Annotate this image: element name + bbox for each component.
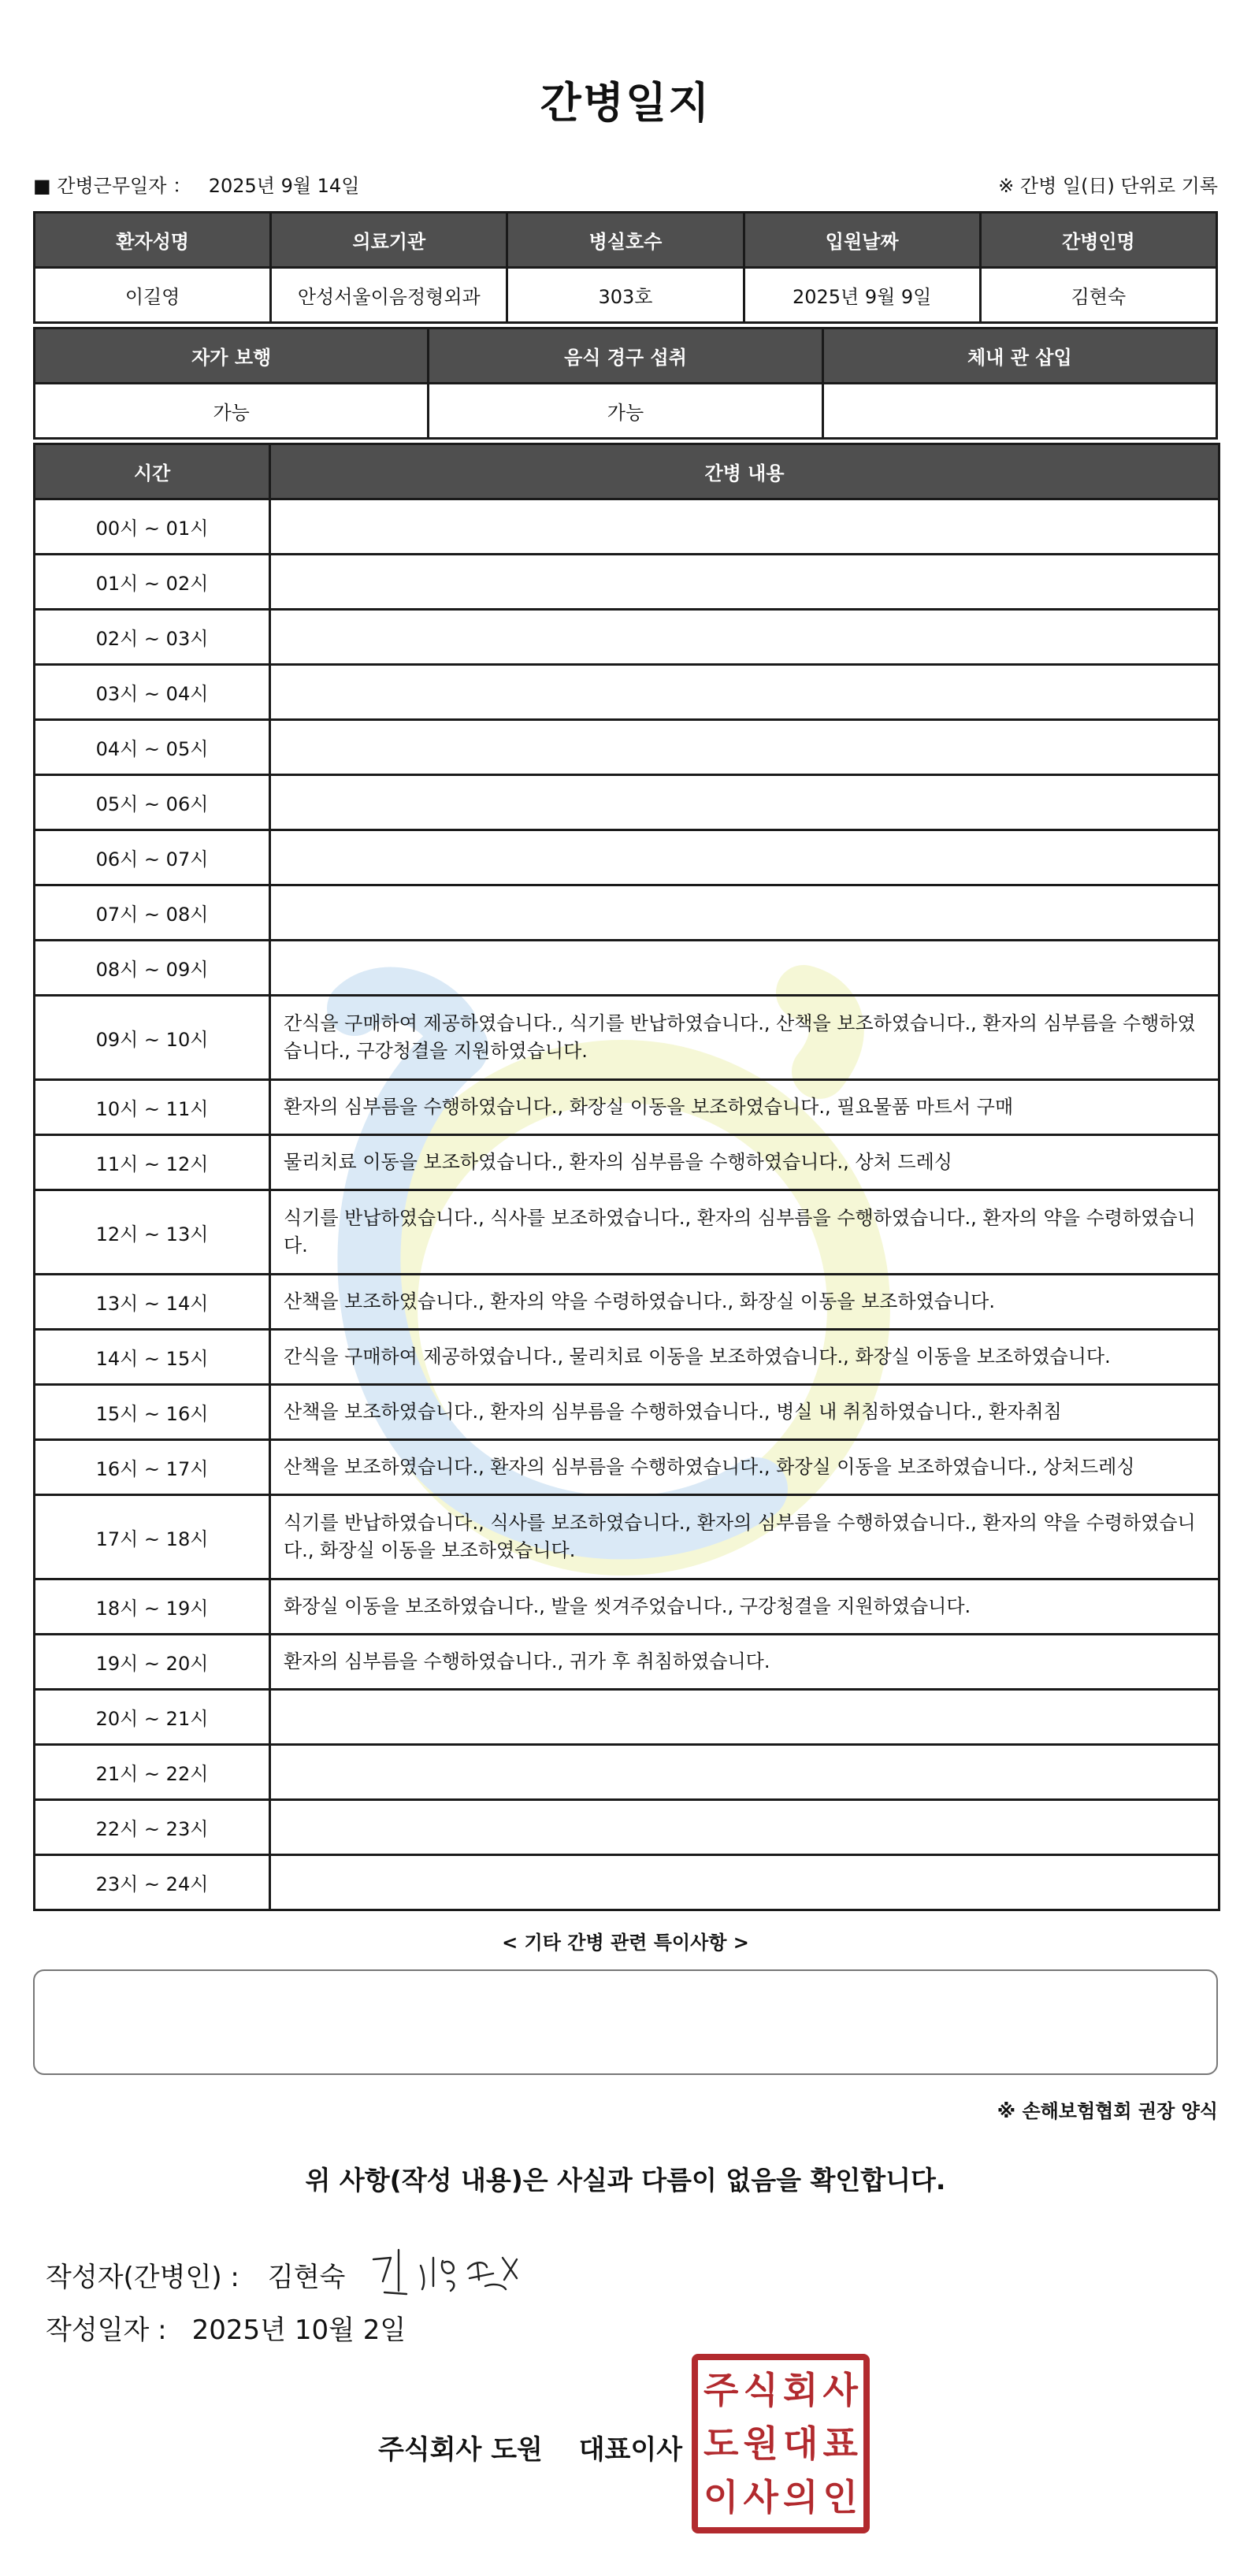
time-cell: 12시 ~ 13시: [35, 1190, 270, 1275]
care-content-cell: 간식을 구매하여 제공하였습니다., 물리치료 이동을 보조하였습니다., 화장실 이동을 보조하였습니다.: [270, 1330, 1219, 1385]
company-representative: 대표이사: [578, 2434, 683, 2466]
time-cell: 11시 ~ 12시: [35, 1135, 270, 1190]
time-cell: 22시 ~ 23시: [35, 1800, 270, 1855]
table-row: [35, 1275, 1219, 1330]
seal-character: 주: [703, 2369, 739, 2411]
work-date-line: [33, 170, 359, 198]
time-cell: 23시 ~ 24시: [35, 1855, 270, 1910]
table-row: [35, 1385, 1219, 1440]
company-name: 주식회사 도원: [378, 2434, 543, 2466]
work-date-label: ■ 간병근무일자 ：: [33, 175, 192, 197]
table-row: [35, 1440, 1219, 1495]
oral-intake-value: 가능: [429, 384, 822, 439]
table-row: [35, 1855, 1219, 1910]
seal-character: 도: [703, 2422, 739, 2465]
time-cell: 09시 ~ 10시: [35, 996, 270, 1080]
seal-character: 대: [783, 2422, 819, 2465]
care-content-cell: [270, 830, 1219, 885]
care-content-cell: [270, 1745, 1219, 1800]
seal-character: 식: [743, 2369, 778, 2411]
care-content-cell: [270, 1855, 1219, 1910]
care-content-cell: 식기를 반납하였습니다., 식사를 보조하였습니다., 환자의 심부름을 수행하였습니다., 환자의 약을 수령하였습니다.: [270, 1190, 1219, 1275]
time-cell: 10시 ~ 11시: [35, 1080, 270, 1135]
header-self-walking: 자가 보행: [35, 328, 429, 384]
company-seal-stamp: [692, 2354, 870, 2533]
seal-character: 표: [822, 2422, 858, 2465]
care-content-cell: [270, 665, 1219, 720]
care-content-cell: [270, 885, 1219, 941]
table-row: [35, 720, 1219, 775]
time-cell: 13시 ~ 14시: [35, 1275, 270, 1330]
record-unit-note: ※ 간병 일(日) 단위로 기록: [998, 175, 1218, 197]
care-content-cell: [270, 941, 1219, 996]
seal-character: 원: [743, 2422, 778, 2465]
care-content-cell: 산책을 보조하였습니다., 환자의 심부름을 수행하였습니다., 병실 내 취침하였습니다., 환자취침: [270, 1385, 1219, 1440]
seal-character: 이: [703, 2476, 739, 2518]
write-date-value: 2025년 10월 2일: [191, 2314, 406, 2346]
table-row: [35, 1635, 1219, 1690]
table-row: [35, 1135, 1219, 1190]
header-admission-date: 입원날짜: [744, 213, 980, 268]
care-log-table: [33, 443, 1220, 1911]
recommended-form-note: ※ 손해보험협회 권장 양식: [997, 2100, 1218, 2122]
care-content-cell: [270, 555, 1219, 610]
time-cell: 17시 ~ 18시: [35, 1495, 270, 1579]
table-row: [35, 1800, 1219, 1855]
care-content-cell: [270, 499, 1219, 555]
care-content-cell: [270, 1800, 1219, 1855]
seal-character: 의: [783, 2476, 819, 2518]
header-patient-name: 환자성명: [35, 213, 271, 268]
company-line: [378, 2428, 682, 2467]
hospital-name: 안성서울이음정형외과: [271, 268, 507, 323]
time-cell: 07시 ~ 08시: [35, 885, 270, 941]
care-content-cell: 화장실 이동을 보조하였습니다., 발을 씻겨주었습니다., 구강청결을 지원하였습니다.: [270, 1579, 1219, 1635]
time-cell: 03시 ~ 04시: [35, 665, 270, 720]
caregiver-name: 김현숙: [980, 268, 1216, 323]
writer-row: [46, 2242, 533, 2307]
patient-name: 이길영: [35, 268, 271, 323]
table-row: [35, 1579, 1219, 1635]
table-row: [35, 665, 1219, 720]
header-hospital: 의료기관: [271, 213, 507, 268]
table-row: [35, 830, 1219, 885]
time-cell: 14시 ~ 15시: [35, 1330, 270, 1385]
writer-name: 김현숙: [267, 2261, 346, 2293]
table-row: [35, 1690, 1219, 1745]
care-content-cell: 산책을 보조하였습니다., 환자의 심부름을 수행하였습니다., 화장실 이동을 보조하였습니다., 상처드레싱: [270, 1440, 1219, 1495]
seal-character: 회: [783, 2369, 819, 2411]
time-cell: 15시 ~ 16시: [35, 1385, 270, 1440]
table-row: [35, 1190, 1219, 1275]
table-row: [35, 555, 1219, 610]
care-content-cell: [270, 1690, 1219, 1745]
care-content-cell: 식기를 반납하였습니다., 식사를 보조하였습니다., 환자의 심부름을 수행하였습니다., 환자의 약을 수령하였습니다., 화장실 이동을 보조하였습니다.: [270, 1495, 1219, 1579]
notes-box: [33, 1969, 1218, 2075]
time-cell: 19시 ~ 20시: [35, 1635, 270, 1690]
header-time: 시간: [35, 444, 270, 499]
patient-info-table: [33, 211, 1218, 324]
care-content-cell: 환자의 심부름을 수행하였습니다., 화장실 이동을 보조하였습니다., 필요물품 마트서 구매: [270, 1080, 1219, 1135]
time-cell: 01시 ~ 02시: [35, 555, 270, 610]
table-row: [35, 1495, 1219, 1579]
table-row: [35, 610, 1219, 665]
write-date-row: [46, 2308, 406, 2347]
time-cell: 21시 ~ 22시: [35, 1745, 270, 1800]
table-row: [35, 775, 1219, 830]
table-row: [35, 1080, 1219, 1135]
self-walking-value: 가능: [35, 384, 429, 439]
table-row: [35, 1745, 1219, 1800]
time-cell: 16시 ~ 17시: [35, 1440, 270, 1495]
care-content-cell: [270, 720, 1219, 775]
care-content-cell: [270, 775, 1219, 830]
room-number: 303호: [507, 268, 744, 323]
seal-character: 사: [743, 2476, 778, 2518]
patient-ability-table: [33, 327, 1218, 440]
confirmation-statement: 위 사항(작성 내용)은 사실과 다름이 없음을 확인합니다.: [305, 2165, 946, 2196]
care-content-cell: 환자의 심부름을 수행하였습니다., 귀가 후 취침하였습니다.: [270, 1635, 1219, 1690]
tube-insertion-value: [822, 384, 1216, 439]
table-row: [35, 499, 1219, 555]
care-content-cell: 간식을 구매하여 제공하였습니다., 식기를 반납하였습니다., 산책을 보조하였습니다., 환자의 심부름을 수행하였습니다., 구강청결을 지원하였습니다.: [270, 996, 1219, 1080]
table-row: [35, 1330, 1219, 1385]
table-row: [35, 996, 1219, 1080]
seal-character: 사: [822, 2369, 858, 2411]
care-content-cell: [270, 610, 1219, 665]
header-tube-insertion: 체내 관 삽입: [822, 328, 1216, 384]
write-date-label: 작성일자 :: [46, 2314, 167, 2346]
time-cell: 18시 ~ 19시: [35, 1579, 270, 1635]
header-caregiver-name: 간병인명: [980, 213, 1216, 268]
time-cell: 04시 ~ 05시: [35, 720, 270, 775]
time-cell: 06시 ~ 07시: [35, 830, 270, 885]
time-cell: 08시 ~ 09시: [35, 941, 270, 996]
seal-character: 인: [822, 2476, 858, 2518]
time-cell: 05시 ~ 06시: [35, 775, 270, 830]
header-oral-intake: 음식 경구 섭취: [429, 328, 822, 384]
table-row: [35, 885, 1219, 941]
table-row: [35, 941, 1219, 996]
document-title: 간병일지: [540, 78, 711, 128]
care-content-cell: 물리치료 이동을 보조하였습니다., 환자의 심부름을 수행하였습니다., 상처 드레싱: [270, 1135, 1219, 1190]
handwritten-signature: [367, 2242, 533, 2307]
time-cell: 20시 ~ 21시: [35, 1690, 270, 1745]
time-cell: 00시 ~ 01시: [35, 499, 270, 555]
time-cell: 02시 ~ 03시: [35, 610, 270, 665]
header-care-content: 간병 내용: [270, 444, 1219, 499]
header-room: 병실호수: [507, 213, 744, 268]
work-date-value: 2025년 9월 14일: [208, 175, 360, 197]
writer-label: 작성자(간병인) :: [46, 2261, 239, 2293]
notes-heading: < 기타 간병 관련 특이사항 >: [502, 1932, 749, 1954]
care-content-cell: 산책을 보조하였습니다., 환자의 약을 수령하였습니다., 화장실 이동을 보조하였습니다.: [270, 1275, 1219, 1330]
admission-date: 2025년 9월 9일: [744, 268, 980, 323]
